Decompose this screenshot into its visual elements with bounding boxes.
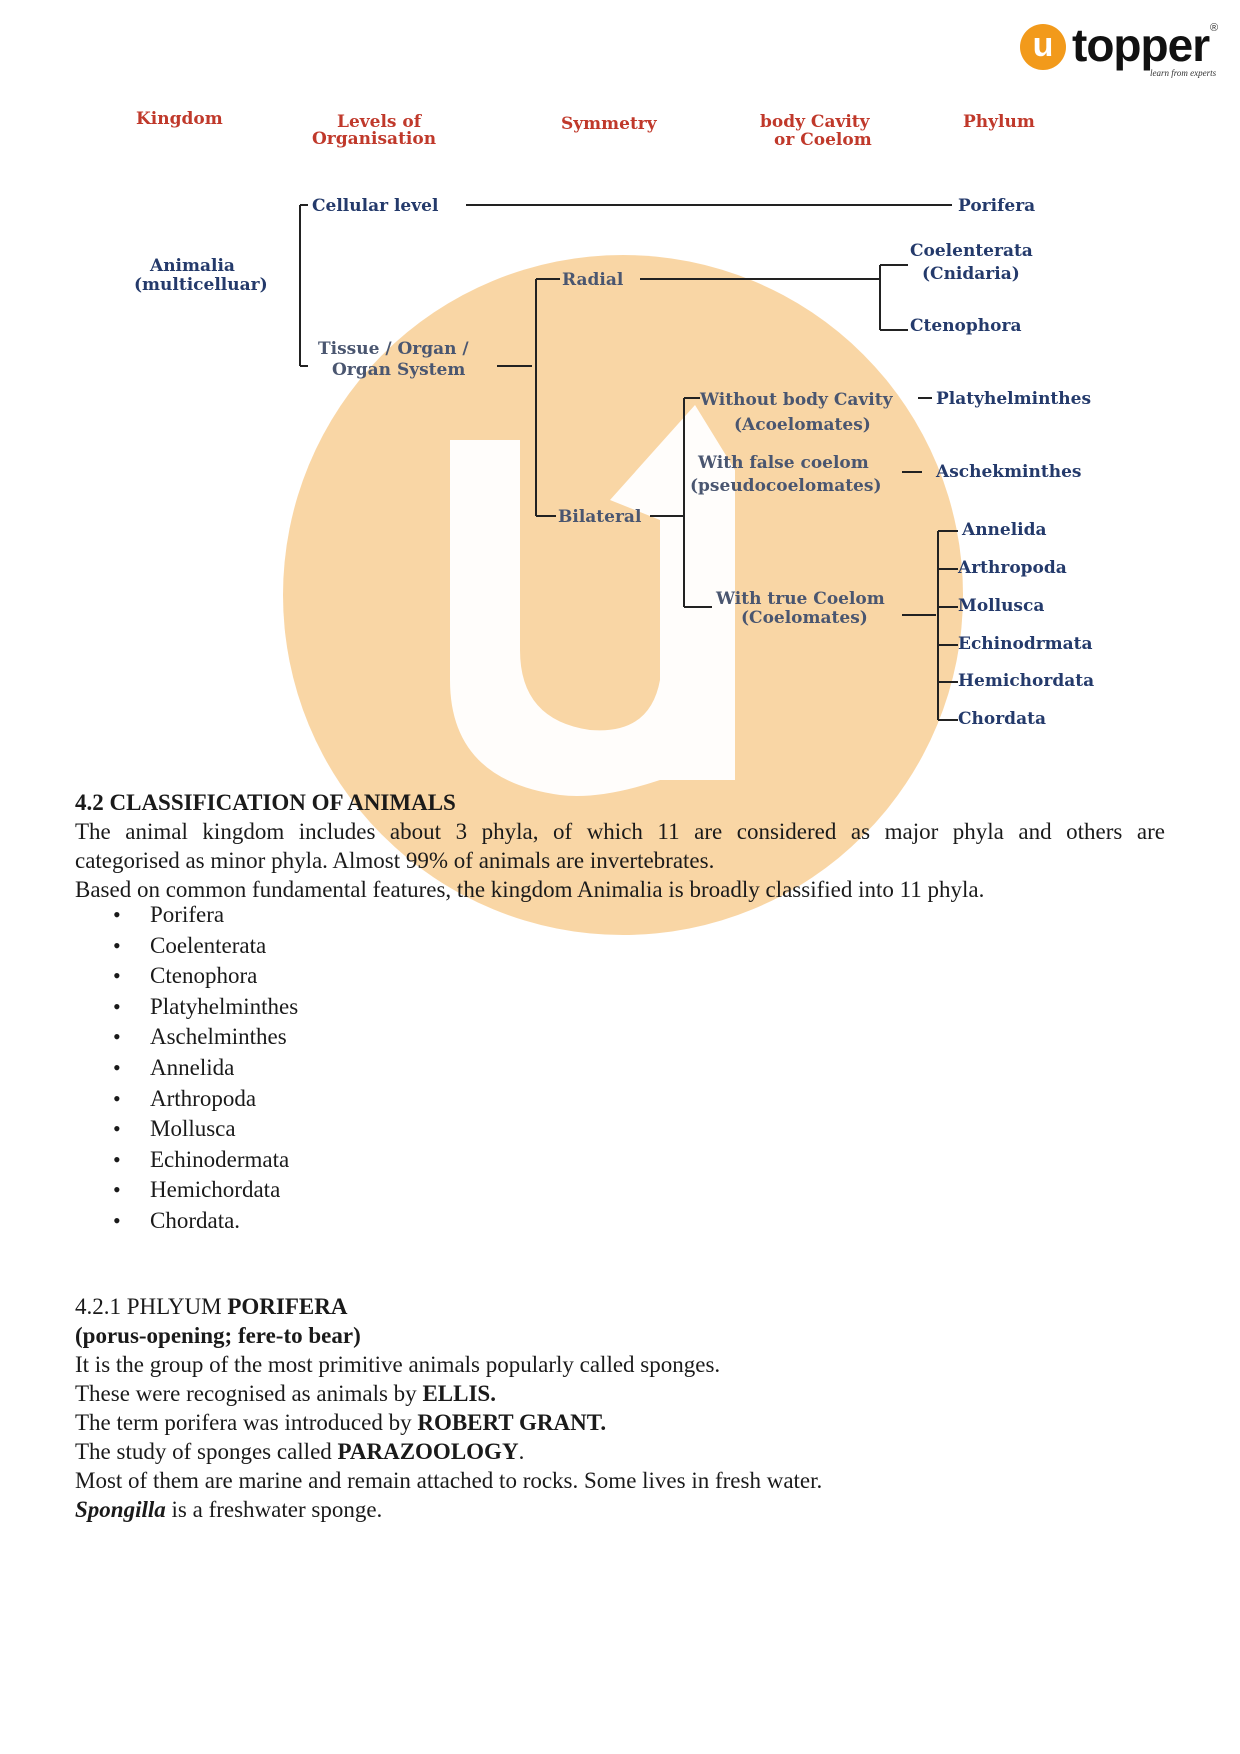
- list-item: • Hemichordata: [75, 1175, 298, 1206]
- spongilla-term: Spongilla: [75, 1497, 166, 1522]
- coelomate-line1: With true Coelom: [716, 589, 885, 609]
- ellis-name: ELLIS.: [422, 1381, 496, 1406]
- subsection-heading-bold: PORIFERA: [227, 1294, 348, 1319]
- header-phylum: Phylum: [963, 112, 1035, 132]
- phylum-hemichordata: Hemichordata: [958, 671, 1095, 691]
- logo-tagline: learn from experts: [1150, 68, 1217, 78]
- phylum-mollusca: Mollusca: [958, 596, 1045, 616]
- line-text: is a freshwater sponge.: [165, 1497, 383, 1522]
- list-item: • Porifera: [75, 900, 298, 931]
- line-text: .: [518, 1439, 525, 1464]
- header-symmetry: Symmetry: [561, 114, 657, 134]
- phylum-coelenterata: Coelenterata: [910, 241, 1033, 261]
- registered-mark: ®: [1210, 22, 1219, 34]
- phylum-ctenophora: Ctenophora: [910, 316, 1022, 336]
- kingdom-label: Animalia: [150, 256, 235, 276]
- phylum-aschelminthes: Aschekminthes: [936, 462, 1082, 482]
- pseudocoelomate-line2: (pseudocoelomates): [690, 476, 882, 496]
- section-paragraph-2: Based on common fundamental features, the kingdom Animalia is broadly classified into 11 phyla.: [75, 877, 985, 902]
- phylum-porifera: Porifera: [958, 196, 1036, 216]
- list-item: • Chordata.: [75, 1206, 298, 1237]
- porifera-line-6: [75, 1495, 1165, 1524]
- phylum-cnidaria: (Cnidaria): [922, 264, 1020, 284]
- header-levels-line2: Organisation: [312, 129, 437, 149]
- acoelomate-line1: Without body Cavity: [700, 390, 893, 410]
- header-levels-line1: Levels of: [337, 112, 422, 132]
- section-paragraph-line2: categorised as minor phyla. Almost 99% of animals are invertebrates.: [75, 848, 715, 873]
- logo-name: topper: [1072, 19, 1210, 71]
- phylum-arthropoda: Arthropoda: [958, 558, 1067, 578]
- line-text: These were recognised as animals by: [75, 1381, 423, 1406]
- phylum-chordata: Chordata: [958, 709, 1046, 729]
- phylum-platyhelminthes: Platyhelminthes: [936, 389, 1092, 409]
- tissue-level-line1: Tissue / Organ /: [318, 339, 469, 359]
- list-item: • Ctenophora: [75, 961, 298, 992]
- list-item: • Mollusca: [75, 1114, 298, 1145]
- cellular-level-label: Cellular level: [312, 196, 439, 216]
- phyla-list: [75, 900, 298, 1237]
- tissue-level-line2: Organ System: [332, 360, 466, 380]
- robert-grant-name: ROBERT GRANT.: [417, 1410, 607, 1435]
- subsection-subheading: (porus-opening; fere-to bear): [75, 1323, 361, 1348]
- list-item: • Coelenterata: [75, 931, 298, 962]
- kingdom-sublabel: (multicelluar): [134, 275, 268, 295]
- logo-mark-icon: u: [1020, 24, 1066, 70]
- phylum-annelida: Annelida: [962, 520, 1047, 540]
- bilateral-label: Bilateral: [558, 507, 642, 527]
- header-cavity-line1: body Cavity: [760, 112, 870, 132]
- radial-label: Radial: [562, 270, 624, 290]
- list-item: • Platyhelminthes: [75, 992, 298, 1023]
- porifera-line-4: [75, 1437, 1165, 1466]
- line-text: The study of sponges called: [75, 1439, 338, 1464]
- list-item: • Echinodermata: [75, 1145, 298, 1176]
- pseudocoelomate-line1: With false coelom: [698, 453, 869, 473]
- subsection-heading-prefix: 4.2.1 PHLYUM: [75, 1294, 228, 1319]
- header-cavity-line2: or Coelom: [774, 130, 872, 150]
- parazoology-term: PARAZOOLOGY: [337, 1439, 519, 1464]
- porifera-line-3: [75, 1408, 1165, 1437]
- section-heading: 4.2 CLASSIFICATION OF ANIMALS: [75, 790, 456, 815]
- line-text: The term porifera was introduced by: [75, 1410, 418, 1435]
- phylum-echinodermata: Echinodrmata: [958, 634, 1093, 654]
- coelomate-line2: (Coelomates): [741, 608, 868, 628]
- acoelomate-line2: (Acoelomates): [734, 415, 871, 435]
- list-item: • Arthropoda: [75, 1084, 298, 1115]
- porifera-line-2: [75, 1379, 1165, 1408]
- list-item: • Aschelminthes: [75, 1022, 298, 1053]
- subsection-heading: [75, 1292, 1165, 1321]
- section-paragraph-line1: The animal kingdom includes about 3 phyla, of which 11 are considered as major phyla and others are: [75, 819, 1165, 844]
- porifera-line-1: It is the group of the most primitive animals popularly called sponges.: [75, 1352, 721, 1377]
- header-kingdom: Kingdom: [136, 109, 223, 129]
- list-item: • Annelida: [75, 1053, 298, 1084]
- porifera-line-5: Most of them are marine and remain attached to rocks. Some lives in fresh water.: [75, 1468, 823, 1493]
